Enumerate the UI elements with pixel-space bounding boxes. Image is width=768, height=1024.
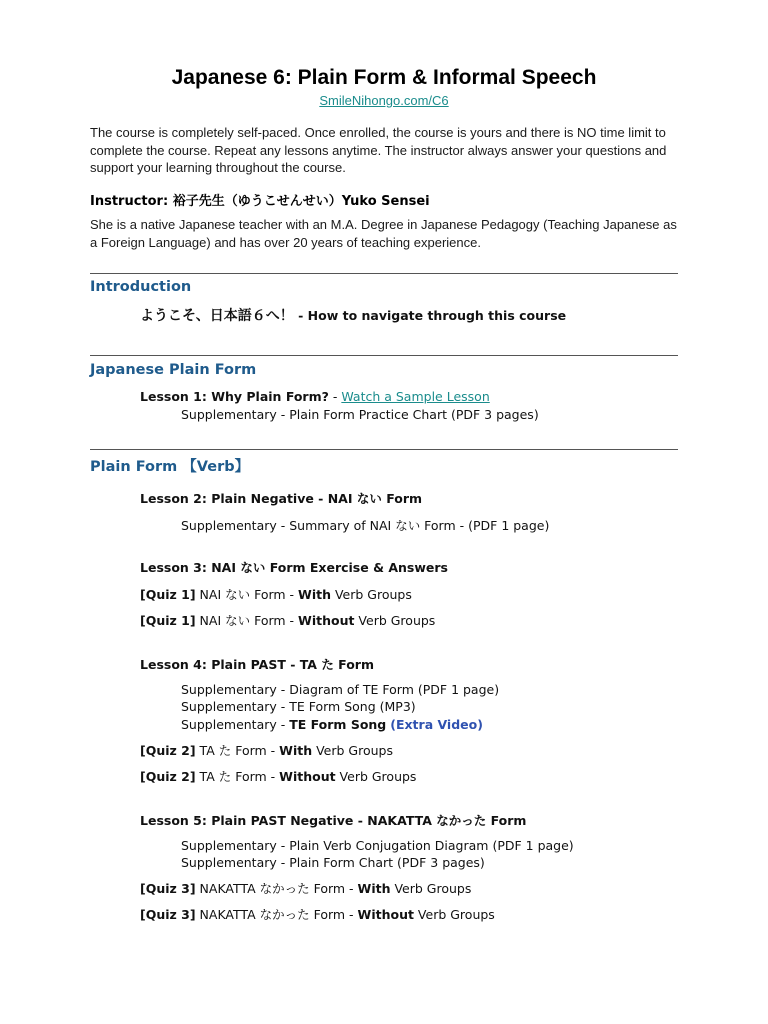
lesson-2-supplementary: Supplementary - Summary of NAI ない Form - (PDF 1 page) [181,518,550,533]
section-divider [90,273,678,274]
lesson-1-supplementary: Supplementary - Plain Form Practice Chart (PDF 3 pages) [181,407,539,422]
lesson-4-label: Lesson 4: Plain PAST - TA た Form [140,657,374,672]
lesson-3-label: Lesson 3: NAI ない Form Exercise & Answers [140,560,448,575]
quiz-tag: [Quiz 1] [140,587,196,602]
quiz-text: TA た Form - [195,769,280,784]
lesson-4-supplementary-2: Supplementary - TE Form Song (MP3) [181,699,416,714]
quiz-text: NAI ない Form - [195,613,299,628]
quiz-1-with [140,585,412,603]
quiz-text: NAKATTA なかった Form - [195,881,358,896]
section-divider [90,449,678,450]
quiz-emphasis: Without [298,613,355,628]
te-form-song: TE Form Song [289,717,387,732]
quiz-text: Verb Groups [390,881,472,896]
supp-text: Supplementary - [181,717,290,732]
quiz-3-with [140,879,471,897]
quiz-text: TA た Form - [195,743,280,758]
page-title: Japanese 6: Plain Form & Informal Speech [171,66,597,89]
welcome-sep: - [293,308,308,323]
quiz-text: Verb Groups [413,907,495,922]
lesson-4-supplementary-1: Supplementary - Diagram of TE Form (PDF 1 page) [181,682,500,697]
quiz-tag: [Quiz 2] [140,769,196,784]
quiz-2-with [140,741,393,759]
introduction-heading: Introduction [90,279,192,295]
quiz-text: Verb Groups [330,587,412,602]
quiz-tag: [Quiz 3] [140,907,196,922]
quiz-text: NAKATTA なかった Form - [195,907,358,922]
quiz-tag: [Quiz 2] [140,743,196,758]
section-divider [90,355,678,356]
lesson-1-line [140,389,490,404]
quiz-text: Verb Groups [354,613,436,628]
intro-paragraph: The course is completely self-paced. Once enrolled, the course is yours and there is NO time limit to complete the course. Repeat any lessons anytime. The instructor always answer your questions and support your learning throughout the course. [90,125,667,175]
quiz-emphasis: With [298,587,331,602]
extra-video-link[interactable]: (Extra Video) [390,717,483,732]
lesson-3-title [140,558,448,576]
quiz-3-without [140,905,495,923]
lesson-2-label: Lesson 2: Plain Negative - NAI ない Form [140,491,423,506]
quiz-emphasis: Without [279,769,336,784]
quiz-text: Verb Groups [335,769,417,784]
quiz-emphasis: With [357,881,391,896]
welcome-en: How to navigate through this course [307,308,567,323]
lesson-5-title [140,811,526,829]
quiz-emphasis: Without [357,907,414,922]
welcome-line [140,305,566,325]
instructor-bio: She is a native Japanese teacher with an M.A. Degree in Japanese Pedagogy (Teaching Japanese as a Foreign Language) and has over 20 years of teaching experience. [90,217,677,250]
lesson-2-title [140,489,422,507]
lesson-1-label: Lesson 1: Why Plain Form? [140,389,329,404]
quiz-text: Verb Groups [312,743,393,758]
watch-sample-lesson-link[interactable]: Watch a Sample Lesson [341,389,490,404]
lesson-4-title [140,655,374,673]
quiz-2-without [140,767,416,785]
quiz-emphasis: With [279,743,313,758]
plain-form-heading: Japanese Plain Form [90,362,257,378]
lesson-5-supplementary-2: Supplementary - Plain Form Chart (PDF 3 pages) [181,855,485,870]
quiz-tag: [Quiz 1] [140,613,196,628]
instructor-line: Instructor: 裕子先生（ゆうこせんせい）Yuko Sensei [90,194,430,209]
verb-heading: Plain Form 【Verb】 [90,459,250,475]
course-url-link[interactable]: SmileNihongo.com/C6 [319,93,449,108]
lesson-5-supplementary-1: Supplementary - Plain Verb Conjugation Diagram (PDF 1 page) [181,838,574,853]
lesson-4-supplementary-3 [181,717,483,732]
lesson-1-sep: - [328,389,342,404]
quiz-1-without [140,611,435,629]
quiz-tag: [Quiz 3] [140,881,196,896]
quiz-text: NAI ない Form - [195,587,299,602]
welcome-jp: ようこそ、日本語６へ！ [140,308,294,324]
lesson-5-label: Lesson 5: Plain PAST Negative - NAKATTA なかった Form [140,813,527,828]
